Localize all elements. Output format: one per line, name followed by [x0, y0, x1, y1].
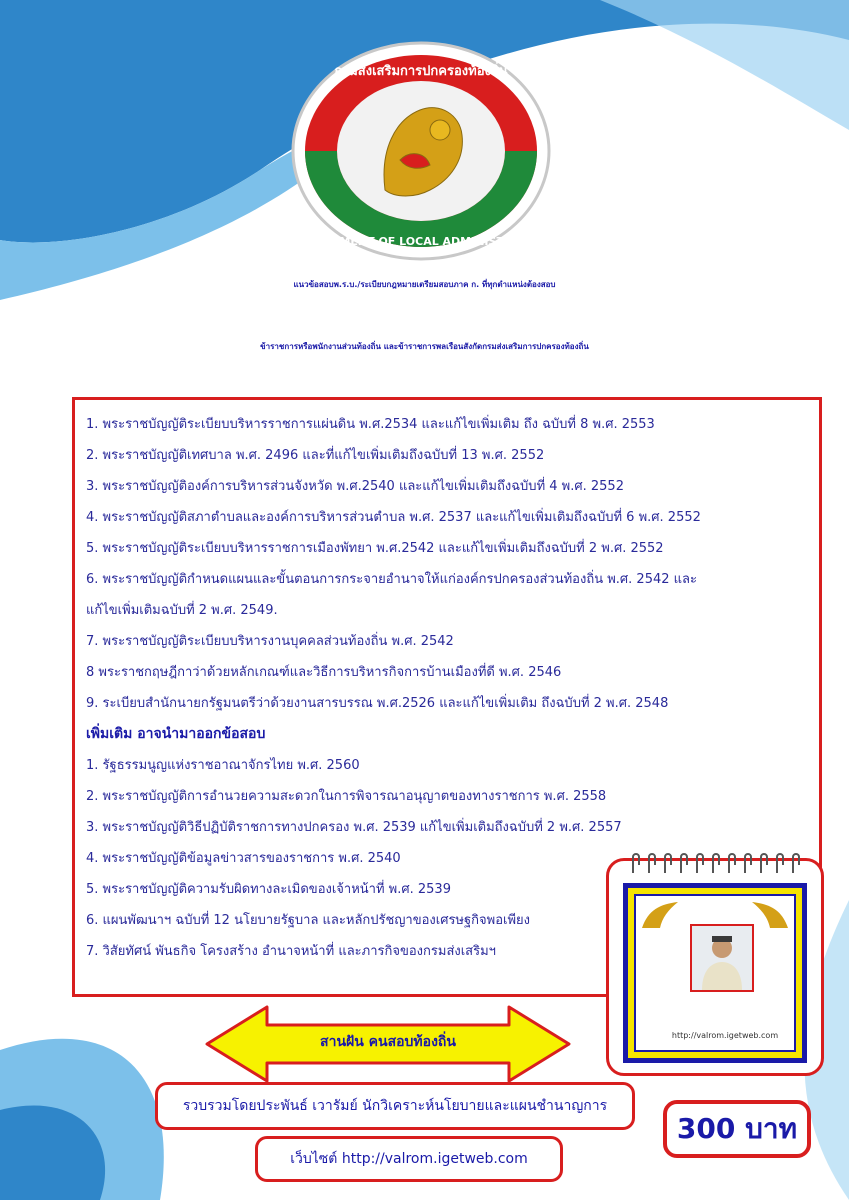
- list-item: 3. พระราชบัญญัติองค์การบริหารส่วนจังหวัด พ.ศ.2540 และแก้ไขเพิ่มเติมถึงฉบับที่ 4 พ.ศ. 2552: [86, 479, 624, 494]
- list-item: 1. พระราชบัญญัติระเบียบบริหารราชการแผ่นดิน พ.ศ.2534 และแก้ไขเพิ่มเติม ถึง ฉบับที่ 8 พ.ศ. 2553: [86, 417, 655, 432]
- list-item: แก้ไขเพิ่มเติมฉบับที่ 2 พ.ศ. 2549.: [86, 603, 278, 618]
- compiler-credit: รวบรวมโดยประพันธ์ เวารัมย์ นักวิเคราะห์นโยบายและแผนชำนาญการ: [155, 1082, 635, 1130]
- additional-item: 3. พระราชบัญญัติวิธีปฏิบัติราชการทางปกครอง พ.ศ. 2539 แก้ไขเพิ่มเติมถึงฉบับที่ 2 พ.ศ. 2557: [86, 820, 622, 835]
- ornament-icon: [750, 900, 790, 930]
- calendar-photo-frame: [623, 883, 807, 1063]
- price-badge: 300 บาท: [663, 1100, 811, 1158]
- slogan-label: สานฝัน คนสอบท้องถิ่น: [320, 1034, 456, 1050]
- list-item: 7. พระราชบัญญัติระเบียบบริหารงานบุคคลส่วนท้องถิ่น พ.ศ. 2542: [86, 634, 454, 649]
- additional-item: 1. รัฐธรรมนูญแห่งราชอาณาจักรไทย พ.ศ. 2560: [86, 758, 360, 773]
- additional-item: 5. พระราชบัญญัติความรับผิดทางละเมิดของเจ้าหน้าที่ พ.ศ. 2539: [86, 882, 451, 897]
- calendar-photo-inner: [634, 894, 796, 1052]
- title-line-1: แนวข้อสอบพ.ร.บ./ระเบียบกฎหมายเตรียมสอบภาค ก. ที่ทุกตำแหน่งต้องสอบ: [293, 280, 556, 289]
- additional-item: 4. พระราชบัญญัติข้อมูลข่าวสารของราชการ พ.ศ. 2540: [86, 851, 401, 866]
- ornament-icon: [640, 900, 680, 930]
- title-line-2: ข้าราชการหรือพนักงานส่วนท้องถิ่น และข้าราชการพลเรือนสังกัดกรมส่งเสริมการปกครองท้องถิ่น: [260, 342, 589, 351]
- list-item: 8 พระราชกฤษฎีกาว่าด้วยหลักเกณฑ์และวิธีการบริหารกิจการบ้านเมืองที่ดี พ.ศ. 2546: [86, 665, 562, 680]
- person-icon: [692, 926, 752, 990]
- emblem-top-text: กรมส่งเสริมการปกครองท้องถิ่น: [334, 64, 508, 79]
- additional-heading: เพิ่มเติม อาจนำมาออกข้อสอบ: [86, 726, 266, 742]
- author-portrait: [690, 924, 754, 992]
- calendar-url-text: http://valrom.igetweb.com: [671, 1031, 779, 1040]
- department-emblem-seal: [290, 40, 552, 262]
- additional-item: 6. แผนพัฒนาฯ ฉบับที่ 12 นโยบายรัฐบาล และหลักปรัชญาของเศรษฐกิจพอเพียง: [86, 913, 531, 928]
- author-calendar-frame: [606, 858, 824, 1076]
- additional-item: 2. พระราชบัญญัติการอำนวยความสะดวกในการพิจารณาอนุญาตของทางราชการ พ.ศ. 2558: [86, 789, 607, 804]
- website-link[interactable]: เว็บไซต์ http://valrom.igetweb.com: [255, 1136, 563, 1182]
- calendar-rings-icon: [627, 853, 807, 875]
- additional-item: 7. วิสัยทัศน์ พันธกิจ โครงสร้าง อำนาจหน้าที่ และภารกิจของกรมส่งเสริมฯ: [86, 944, 496, 959]
- emblem-bottom-text: DEPARTMENT OF LOCAL ADMINISTRATION: [291, 235, 551, 248]
- list-item: 6. พระราชบัญญัติกำหนดแผนและขั้นตอนการกระจายอำนาจให้แก่องค์กรปกครองส่วนท้องถิ่น พ.ศ. 2542 และ: [86, 572, 697, 587]
- list-item: 2. พระราชบัญญัติเทศบาล พ.ศ. 2496 และที่แก้ไขเพิ่มเติมถึงฉบับที่ 13 พ.ศ. 2552: [86, 448, 545, 463]
- list-item: 9. ระเบียบสำนักนายกรัฐมนตรีว่าด้วยงานสารบรรณ พ.ศ.2526 และแก้ไขเพิ่มเติม ถึงฉบับที่ 2 พ.ศ. 2548: [86, 696, 669, 711]
- list-item: 4. พระราชบัญญัติสภาตำบลและองค์การบริหารส่วนตำบล พ.ศ. 2537 และแก้ไขเพิ่มเติมถึงฉบับที่ 6 พ.ศ. 2552: [86, 510, 701, 525]
- list-item: 5. พระราชบัญญัติระเบียบบริหารราชการเมืองพัทยา พ.ศ.2542 และแก้ไขเพิ่มเติมถึงฉบับที่ 2 พ.ศ. 2552: [86, 541, 664, 556]
